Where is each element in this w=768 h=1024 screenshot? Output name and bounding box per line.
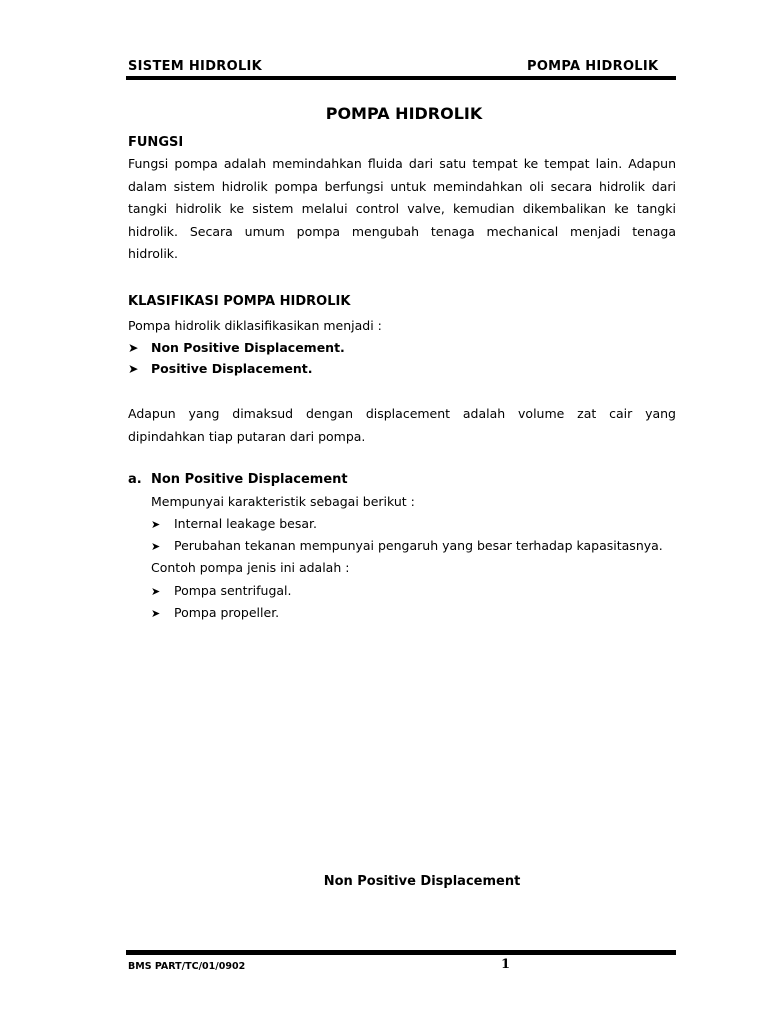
list-item-text: Pompa sentrifugal. (174, 583, 292, 598)
fungsi-line: dalam sistem hidrolik pompa berfungsi untuk memindahkan oli secara hidrolik dari (128, 178, 676, 194)
displacement-note (128, 403, 676, 448)
fungsi-line: hidrolik. (128, 246, 178, 261)
list-item-text: Non Positive Displacement. (151, 340, 345, 355)
arrow-bullet-icon: ➤ (151, 518, 161, 531)
footer-rule (126, 950, 676, 955)
fungsi-line: tangki hidrolik ke sistem melalui control valve, kemudian dikembalikan ke tangki (128, 201, 676, 216)
list-item-text: Pompa propeller. (174, 605, 280, 620)
header-left: SISTEM HIDROLIK (128, 59, 263, 74)
arrow-bullet-icon: ➤ (151, 585, 161, 598)
header-rule (126, 76, 676, 80)
list-item-text: Internal leakage besar. (174, 516, 318, 531)
fungsi-line: Fungsi pompa adalah memindahkan fluida dari satu tempat ke tempat lain. Adapun (128, 156, 676, 171)
arrow-bullet-icon: ➤ (128, 361, 139, 376)
section-a-label: a. (128, 472, 142, 487)
section-a-intro: Mempunyai karakteristik sebagai berikut : (151, 494, 415, 509)
arrow-bullet-icon: ➤ (151, 607, 161, 620)
figure-caption: Non Positive Displacement (323, 874, 521, 889)
page-title: POMPA HIDROLIK (325, 104, 483, 123)
list-item (151, 580, 292, 603)
section-heading-klasifikasi: KLASIFIKASI POMPA HIDROLIK (128, 294, 351, 309)
arrow-bullet-icon: ➤ (151, 540, 161, 553)
list-item-text: Perubahan tekanan mempunyai pengaruh yang besar terhadap kapasitasnya. (174, 538, 663, 553)
list-item (151, 535, 663, 558)
list-item-text: Positive Displacement. (151, 361, 313, 376)
footer-document-code: BMS PART/TC/01/0902 (128, 961, 246, 972)
arrow-bullet-icon: ➤ (128, 340, 139, 355)
header-right: POMPA HIDROLIK (527, 59, 659, 74)
list-item (151, 602, 279, 625)
fungsi-paragraph (128, 153, 676, 266)
list-item (151, 513, 317, 536)
page-number: 1 (501, 957, 511, 972)
fungsi-line: hidrolik. Secara umum pompa mengubah tenaga mechanical menjadi tenaga (128, 223, 676, 239)
note-line: Adapun yang dimaksud dengan displacement adalah volume zat cair yang (128, 406, 676, 421)
klasifikasi-intro: Pompa hidrolik diklasifikasikan menjadi : (128, 318, 382, 333)
list-item (128, 358, 313, 380)
section-a-heading: Non Positive Displacement (151, 472, 348, 487)
example-intro: Contoh pompa jenis ini adalah : (151, 560, 350, 575)
note-line: dipindahkan tiap putaran dari pompa. (128, 428, 366, 444)
list-item (128, 337, 345, 359)
section-heading-fungsi: FUNGSI (128, 135, 184, 150)
